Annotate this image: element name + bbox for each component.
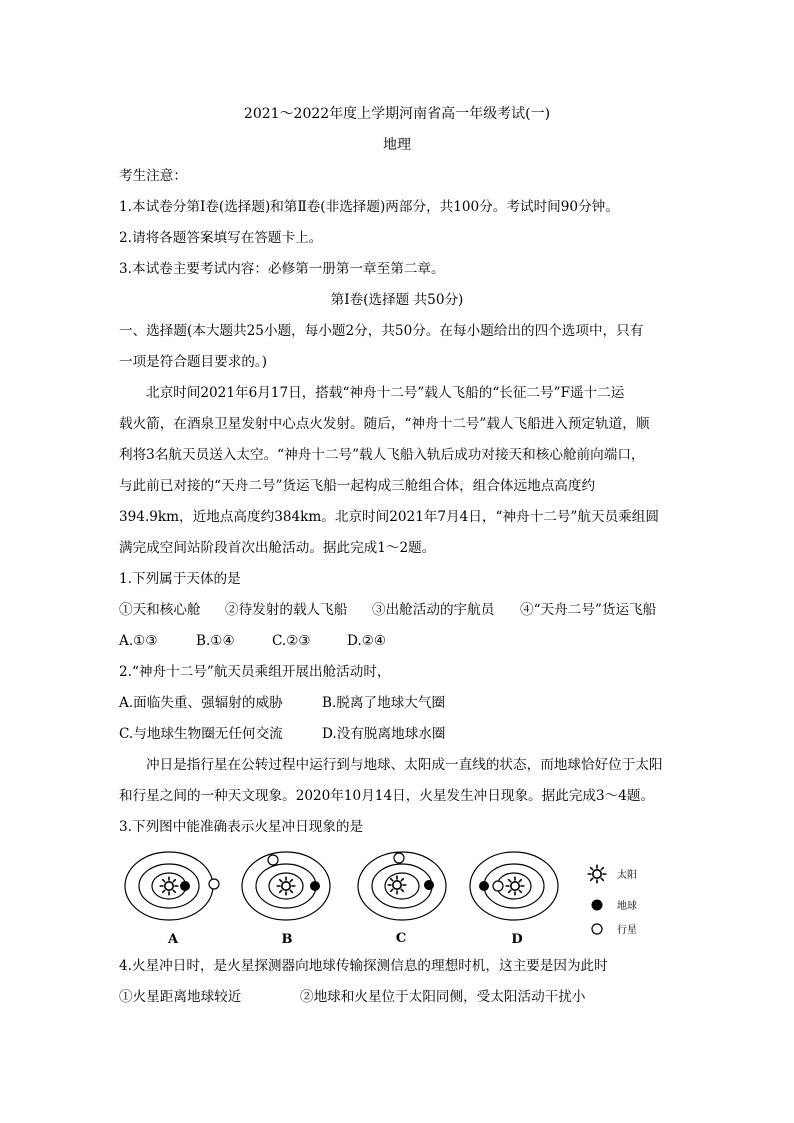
q2-option-b: B.脱离了地球大气圈: [322, 695, 446, 711]
q4-stem: 4.火星冲日时，是火星探测器向地球传输探测信息的理想时机，这主要是因为此时: [119, 958, 608, 974]
diagram-a: [125, 852, 219, 920]
legend-sun-label: 太阳: [617, 870, 637, 881]
q3-stem: 3.下列图中能准确表示火星冲日现象的是: [119, 819, 364, 835]
q1-item-2: ②待发射的载人飞船: [225, 602, 348, 618]
passage2-line-2: 和行星之间的一种天文现象。2020年10月14日，火星发生冲日现象。据此完成3～4题。: [119, 788, 655, 804]
sun-icon: [277, 877, 295, 895]
sun-icon: [588, 865, 606, 883]
q1-item-3: ③出舱活动的宇航员: [372, 602, 495, 618]
diagram-label-a: A: [167, 932, 179, 947]
earth-dot-icon: [592, 900, 603, 911]
q4-item-2: ②地球和火星位于太阳同侧，受太阳活动干扰小: [300, 989, 586, 1005]
earth-dot-icon: [310, 881, 320, 891]
sun-icon: [160, 877, 178, 895]
q1-option-b: B.①④: [196, 633, 235, 649]
planet-circle-icon: [268, 855, 278, 865]
passage1-line-1: 北京时间2021年6月17日，搭载“神舟十二号”载人飞船的“长征二号”F遥十二运: [146, 385, 625, 401]
diagram-label-b: B: [281, 932, 293, 947]
earth-dot-icon: [424, 880, 434, 890]
notice-item-2: 2.请将各题答案填写在答题卡上。: [119, 230, 323, 246]
q2-option-c: C.与地球生物圈无任何交流: [119, 726, 283, 742]
diagram-label-d: D: [511, 932, 523, 947]
passage1-line-4: 与此前已对接的“天舟二号”货运飞船一起构成三舱组合体，组合体远地点高度约: [119, 478, 596, 494]
diagram-label-c: C: [395, 931, 407, 946]
passage1-line-3: 利将3名航天员送入太空。“神舟十二号”载人飞船入轨后成功对接天和核心舱前向端口，: [119, 447, 645, 463]
q1-option-d: D.②④: [347, 633, 387, 649]
section-instruction-1: 一、选择题(本大题共25小题，每小题2分，共50分。在每小题给出的四个选项中，只有: [119, 323, 644, 339]
planet-circle-icon: [592, 924, 602, 934]
passage1-line-2: 载火箭，在酒泉卫星发射中心点火发射。随后，“神舟十二号”载人飞船进入预定轨道，顺: [119, 416, 650, 432]
planet-circle-icon: [394, 853, 404, 863]
conjunction-diagrams: [119, 848, 679, 950]
legend: [588, 865, 637, 936]
subject-title: 地理: [383, 137, 411, 153]
notice-item-1: 1.本试卷分第Ⅰ卷(选择题)和第Ⅱ卷(非选择题)两部分，共100分。考试时间90分钟。: [119, 199, 619, 215]
section-title: 第Ⅰ卷(选择题 共50分): [330, 292, 464, 308]
legend-planet-label: 行星: [617, 925, 637, 936]
diagram-d: [470, 852, 558, 920]
q1-option-c: C.②③: [272, 633, 311, 649]
diagram-b: [242, 852, 330, 920]
q2-option-a: A.面临失重、强辐射的威胁: [119, 695, 283, 711]
q1-item-1: ①天和核心舱: [119, 602, 201, 618]
q2-option-d: D.没有脱离地球水圈: [322, 726, 446, 742]
passage1-line-6: 满完成空间站阶段首次出舱活动。据此完成1～2题。: [119, 540, 436, 556]
q1-option-a: A.①③: [119, 633, 158, 649]
q2-stem: 2.“神舟十二号”航天员乘组开展出舱活动时，: [119, 664, 391, 680]
sun-icon: [506, 877, 524, 895]
planet-circle-icon: [209, 879, 219, 889]
q1-stem: 1.下列属于天体的是: [119, 571, 241, 587]
legend-earth-label: 地球: [617, 901, 637, 912]
sun-icon: [388, 876, 406, 894]
planet-circle-icon: [493, 881, 503, 891]
earth-dot-icon: [479, 881, 489, 891]
earth-dot-icon: [180, 881, 190, 891]
q1-item-4: ④“天舟二号”货运飞船: [520, 602, 657, 618]
passage1-line-5: 394.9km，近地点高度约384km。北京时间2021年7月4日，“神舟十二号”航天员乘组圆: [119, 509, 659, 525]
notice-heading: 考生注意：: [119, 168, 187, 184]
diagram-c: [358, 852, 446, 920]
exam-title: 2021～2022年度上学期河南省高一年级考试(一): [243, 106, 551, 122]
passage2-line-1: 冲日是指行星在公转过程中运行到与地球、太阳成一直线的状态，而地球恰好位于太阳: [146, 757, 663, 773]
notice-item-3: 3.本试卷主要考试内容：必修第一册第一章至第二章。: [119, 261, 445, 277]
section-instruction-2: 一项是符合题目要求的。): [119, 354, 268, 370]
q4-item-1: ①火星距离地球较近: [119, 989, 242, 1005]
